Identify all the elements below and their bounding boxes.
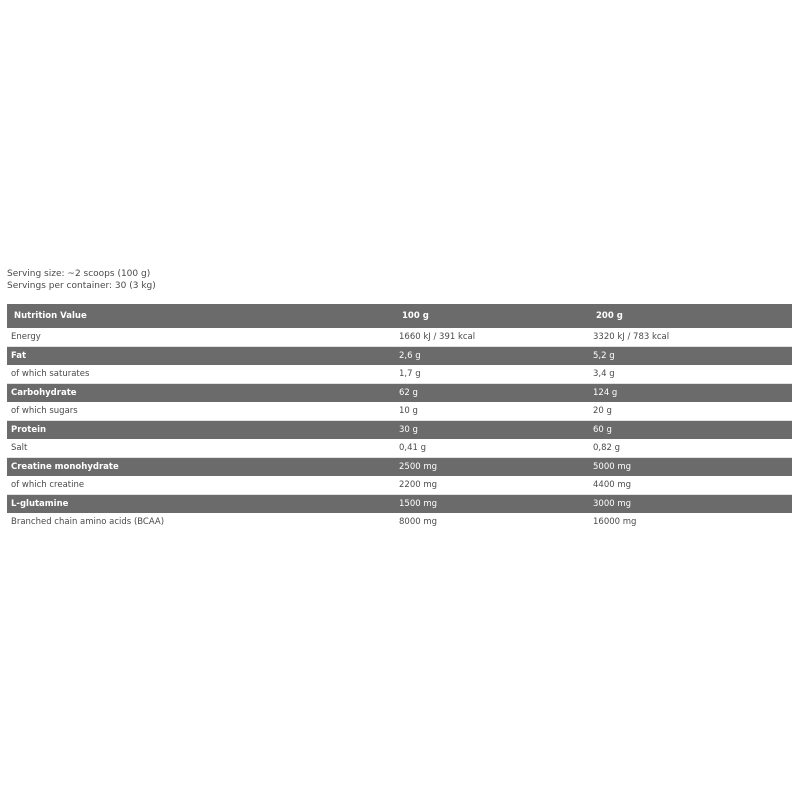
value-100g: 0,41 g (399, 442, 427, 453)
table-row (7, 476, 792, 495)
value-200g: 3,4 g (593, 368, 615, 379)
nutrient-name: of which saturates (11, 368, 90, 379)
value-100g: 2200 mg (399, 479, 438, 490)
serving-size: Serving size: ~2 scoops (100 g) (7, 269, 151, 279)
value-200g: 20 g (593, 405, 612, 416)
table-row (7, 458, 792, 477)
nutrient-name: Fat (11, 350, 27, 361)
table-row (7, 365, 792, 384)
nutrient-name: Protein (11, 424, 47, 435)
table-row (7, 421, 792, 440)
nutrient-name: Salt (11, 442, 28, 453)
column-header-100g: 100 g (402, 311, 429, 321)
table-header-row (7, 304, 792, 328)
value-100g: 2,6 g (399, 350, 421, 361)
value-200g: 4400 mg (593, 479, 632, 490)
column-header-nutrition-value: Nutrition Value (14, 311, 87, 321)
value-100g: 62 g (399, 387, 418, 398)
nutrient-name: of which creatine (11, 479, 85, 490)
nutrient-name: Branched chain amino acids (BCAA) (11, 517, 165, 528)
value-100g: 30 g (399, 424, 418, 435)
value-100g: 1660 kJ / 391 kcal (399, 331, 476, 342)
nutrition-table (7, 304, 792, 532)
nutrient-name: Creatine monohydrate (11, 461, 119, 472)
servings-per-container: Servings per container: 30 (3 kg) (7, 281, 156, 291)
table-row (7, 439, 792, 458)
table-row (7, 513, 792, 532)
value-200g: 3320 kJ / 783 kcal (593, 331, 670, 342)
value-100g: 2500 mg (399, 461, 438, 472)
value-100g: 8000 mg (399, 517, 438, 528)
value-200g: 5,2 g (593, 350, 615, 361)
column-header-200g: 200 g (596, 311, 623, 321)
value-200g: 5000 mg (593, 461, 632, 472)
table-row (7, 347, 792, 366)
value-200g: 60 g (593, 424, 612, 435)
nutrient-name: of which sugars (11, 405, 78, 416)
table-row (7, 402, 792, 421)
nutrient-name: Energy (11, 331, 41, 342)
value-200g: 3000 mg (593, 498, 632, 509)
serving-info (7, 268, 156, 292)
value-200g: 0,82 g (593, 442, 621, 453)
value-100g: 1,7 g (399, 368, 421, 379)
table-row (7, 328, 792, 347)
value-200g: 124 g (593, 387, 618, 398)
value-100g: 1500 mg (399, 498, 438, 509)
nutrient-name: Carbohydrate (11, 387, 77, 398)
table-body (7, 328, 792, 532)
value-200g: 16000 mg (593, 517, 637, 528)
table-row (7, 384, 792, 403)
nutrient-name: L-glutamine (11, 498, 69, 509)
value-100g: 10 g (399, 405, 418, 416)
table-row (7, 495, 792, 514)
